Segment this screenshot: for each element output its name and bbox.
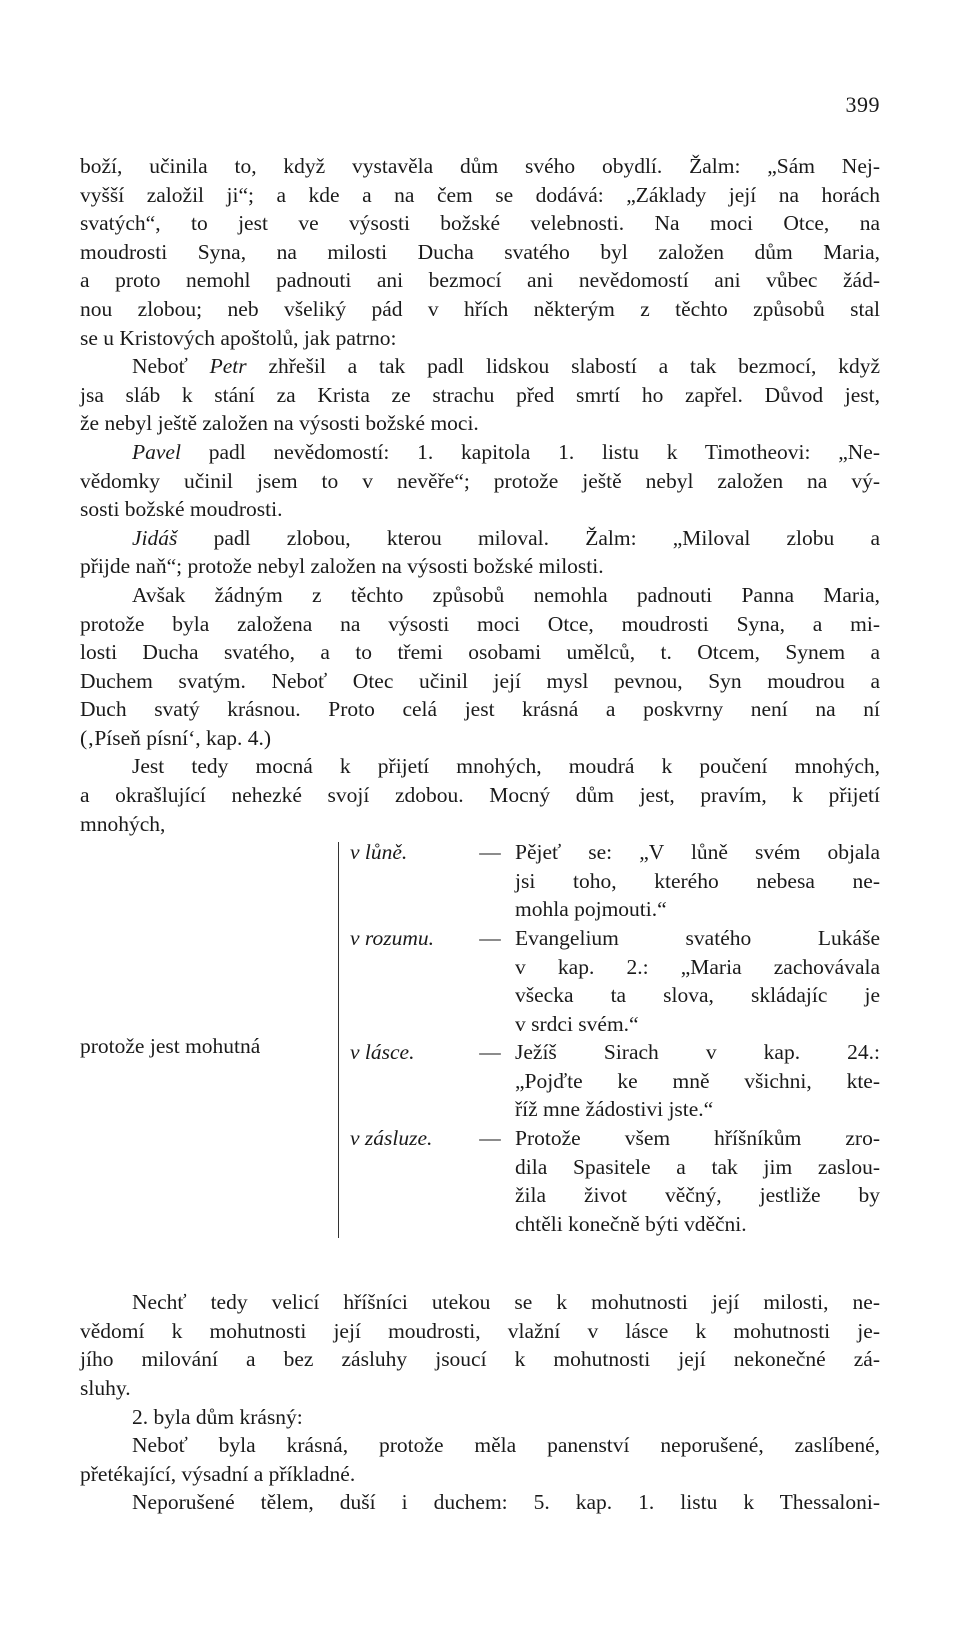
text-line: vědomky učinil jsem to v nevěře“; protože ještě nebyl založen na vý- [80, 468, 880, 493]
text-line: chtěli konečně býti vděčni. [515, 1212, 747, 1237]
row-key: v lásce. [350, 1040, 415, 1065]
paragraph-jidas [80, 524, 880, 581]
row-key: v lůně. [350, 840, 408, 865]
text-line: dila Spasitele a tak jim zaslou- [515, 1154, 880, 1179]
text-line: losti Ducha svatého, a to třemi osobami umělců, t. Otcem, Synem a [80, 640, 880, 665]
mohutnost-table [80, 838, 880, 1288]
text-line: Neporušené tělem, duší i duchem: 5. kap. 1. listu k Thessaloni- [132, 1490, 880, 1515]
text-line [80, 352, 880, 381]
row-dash: — [479, 926, 501, 951]
text-line: „Pojďte ke mně všichni, kte- [515, 1068, 880, 1093]
text-line [80, 524, 880, 553]
text-line: a okrašlující nehezké svojí zdobou. Mocný dům jest, pravím, k přijetí [80, 783, 880, 808]
text-line: mnohých, [80, 811, 166, 836]
paragraph-necht [80, 1288, 880, 1402]
text-line: Nechť tedy velicí hříšníci utekou se k mohutnosti její milosti, ne- [132, 1290, 880, 1315]
table-divider [338, 842, 339, 1238]
text-line: 2. byla dům krásný: [132, 1404, 303, 1429]
text-line: protože byla založena na výsosti moci Otce, moudrosti Syna, a mi- [80, 611, 880, 636]
text-line: Protože všem hříšníkům zro- [515, 1126, 880, 1151]
text-run: Neboť [132, 354, 188, 379]
text-line: jího milování a bez zásluhy jsoucí k mohutnosti její nekonečné zá- [80, 1347, 880, 1372]
row-description [515, 1124, 880, 1238]
text-line: Pějeť se: „V lůně svém objala [515, 840, 880, 865]
page-body [80, 152, 880, 1517]
text-line: Duchem svatým. Neboť Otec učinil její mysl pevnou, Syn moudrou a [80, 668, 880, 693]
text-line: že nebyl ještě založen na výsosti božské moci. [80, 411, 479, 436]
text-line: Jest tedy mocná k přijetí mnohých, moudrá k poučení mnohých, [132, 754, 880, 779]
text-line: moudrosti Syna, na milosti Ducha svatého byl založen dům Maria, [80, 239, 880, 264]
row-description [515, 924, 880, 1038]
paragraph-petr [80, 352, 880, 438]
row-description [515, 1038, 880, 1124]
text-line: Duch svatý krásnou. Proto celá jest krásná a poskvrny není na ní [80, 697, 880, 722]
text-line: v kap. 2.: „Maria zachovávala [515, 954, 880, 979]
paragraph-neporusene [80, 1488, 880, 1517]
text-run: padl zlobou, kterou miloval. Žalm: „Miloval zlobu a [213, 525, 881, 550]
table-left-label: protože jest mohutná [80, 1034, 261, 1059]
text-line: boží, učinila to, když vystavěla dům svého obydlí. Žalm: „Sám Nej- [80, 154, 880, 178]
text-line: Evangelium svatého Lukáše [515, 926, 880, 951]
row-key: v zásluze. [350, 1126, 433, 1151]
text-line: nou zlobou; neb všeliký pád v hřích některým z těchto způsobů stal [80, 296, 880, 321]
row-description [515, 838, 880, 924]
text-line: Ježíš Sirach v kap. 24.: [515, 1040, 880, 1065]
heading-section-2 [80, 1403, 880, 1432]
text-line: Neboť byla krásná, protože měla panenství neporušené, zaslíbené, [132, 1433, 880, 1458]
text-line: vyšší založil ji“; a kde a na čem se dodává: „Základy její na horách [80, 182, 880, 207]
text-line: sluhy. [80, 1376, 131, 1401]
text-line: vědomí k mohutnosti její moudrosti, vlažní v lásce k mohutnosti je- [80, 1318, 880, 1343]
text-line: mohla pojmouti.“ [515, 897, 667, 922]
row-key: v rozumu. [350, 926, 435, 951]
text-line: přetékající, výsadní a příkladné. [80, 1461, 356, 1486]
text-run: zhřešil a tak padl lidskou slabostí a tak bezmocí, když [268, 354, 880, 379]
text-line: v srdci svém.“ [515, 1012, 639, 1037]
name-pavel: Pavel [132, 439, 181, 464]
name-jidas: Jidáš [132, 525, 178, 550]
text-line: (‚Píseň písní‘, kap. 4.) [80, 725, 272, 750]
paragraph-nebot [80, 1431, 880, 1488]
page-number: 399 [845, 92, 880, 117]
text-line: přijde naň“; protože nebyl založen na výsosti božské milosti. [80, 554, 604, 579]
paragraph-jest [80, 752, 880, 838]
text-line: a proto nemohl padnouti ani bezmocí ani nevědomostí ani vůbec žád- [80, 268, 880, 293]
name-petr: Petr [209, 354, 247, 379]
row-dash: — [479, 840, 501, 865]
row-dash: — [479, 1040, 501, 1065]
text-line: Avšak žádným z těchto způsobů nemohla padnouti Panna Maria, [132, 582, 880, 607]
text-line: sosti božské moudrosti. [80, 497, 283, 522]
text-line: všecka ta slova, skládajíc je [515, 983, 880, 1008]
text-line: říž mne žádostivi jste.“ [515, 1097, 714, 1122]
text-run: padl nevědomostí: 1. kapitola 1. listu k Timotheovi: „Ne- [208, 439, 881, 464]
text-line: se u Kristových apoštolů, jak patrno: [80, 325, 397, 350]
text-line: jsa sláb k stání za Krista ze strachu před smrtí ho zapřel. Důvod jest, [80, 382, 880, 407]
paragraph-pavel [80, 438, 880, 524]
text-line: svatých“, to jest ve výsosti božské velebnosti. Na moci Otce, na [80, 211, 880, 236]
row-dash: — [479, 1126, 501, 1151]
paragraph-avsak [80, 581, 880, 753]
text-line: žila život věčný, jestliže by [515, 1183, 880, 1208]
text-line: jsi toho, kterého nebesa ne- [515, 868, 880, 893]
paragraph-intro [80, 152, 880, 352]
text-line [80, 438, 880, 467]
